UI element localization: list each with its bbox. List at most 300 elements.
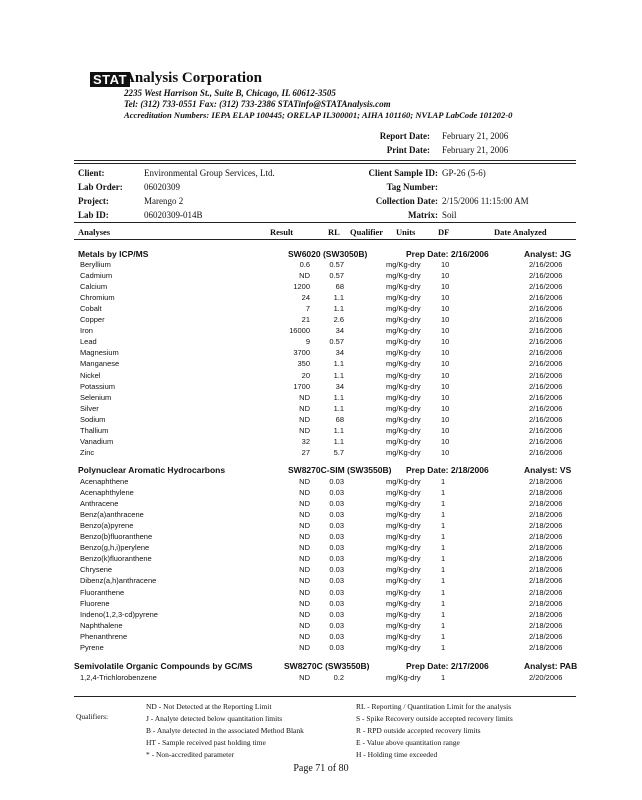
col-df: DF [438,227,450,237]
project-label: Project: [78,196,109,206]
project-value: Marengo 2 [144,196,184,206]
analyte-name: Copper [80,315,105,325]
result-value: ND [299,620,310,630]
divider [74,696,576,697]
dilution-factor: 10 [441,381,450,391]
reporting-limit: 34 [335,326,344,336]
reporting-limit: 0.57 [329,271,344,281]
qualifiers-label: Qualifiers: [76,712,109,721]
reporting-limit: 34 [335,381,344,391]
reporting-limit: 0.03 [329,631,344,641]
result-value: ND [299,488,310,498]
analyte-name: Indeno(1,2,3-cd)pyrene [80,609,158,619]
units: mg/Kg-dry [386,488,421,498]
lab-id-value: 06020309-014B [144,210,203,220]
page-number: Page 71 of 80 [293,763,349,774]
reporting-limit: 0.03 [329,609,344,619]
date-analyzed: 2/16/2006 [529,447,563,457]
date-analyzed: 2/16/2006 [529,260,563,269]
result-value: 16000 [289,326,310,336]
table-row [74,271,576,282]
result-value: ND [299,521,310,531]
analyte-name: Lead [80,337,97,347]
units: mg/Kg-dry [386,521,421,531]
dilution-factor: 10 [441,425,450,435]
table-row [74,643,576,654]
analyte-name: Fluorene [80,598,110,608]
date-analyzed: 2/16/2006 [529,337,563,347]
result-value: ND [299,609,310,619]
reporting-limit: 0.03 [329,565,344,575]
dilution-factor: 10 [441,392,450,402]
company-contact: Tel: (312) 733-0551 Fax: (312) 733-2386 STATinfo@STATAnalysis.com [124,99,391,109]
units: mg/Kg-dry [386,631,421,641]
units: mg/Kg-dry [386,620,421,630]
qualifier-note: R - RPD outside accepted recovery limits [356,726,481,735]
section-method: SW8270C-SIM (SW3550B) [288,465,392,475]
client-value: Environmental Group Services, Ltd. [144,168,275,178]
lab-order-value: 06020309 [144,182,180,192]
result-value: ND [299,554,310,564]
result-value: 32 [301,436,310,446]
dilution-factor: 1 [441,576,446,586]
dilution-factor: 10 [441,293,450,303]
date-analyzed: 2/18/2006 [529,642,563,652]
section-header [74,249,576,259]
qualifier-note: B - Analyte detected in the associated Method Blank [146,726,304,735]
result-value: ND [299,499,310,509]
date-analyzed: 2/18/2006 [529,521,563,531]
reporting-limit: 0.03 [329,477,344,486]
units: mg/Kg-dry [386,403,421,413]
date-analyzed: 2/18/2006 [529,620,563,630]
date-analyzed: 2/18/2006 [529,565,563,575]
dilution-factor: 10 [441,447,450,457]
table-row [74,293,576,304]
date-analyzed: 2/18/2006 [529,554,563,564]
column-headers [74,227,576,239]
reporting-limit: 1.1 [333,403,344,413]
result-value: ND [299,587,310,597]
units: mg/Kg-dry [386,543,421,553]
col-date-analyzed: Date Analyzed [494,227,547,237]
result-value: ND [299,598,310,608]
reporting-limit: 68 [335,282,344,292]
section-method: SW6020 (SW3050B) [288,249,368,259]
table-row [74,576,576,587]
reporting-limit: 0.03 [329,510,344,520]
analyte-name: Benzo(a)pyrene [80,521,134,531]
analyte-name: Fluoranthene [80,587,125,597]
units: mg/Kg-dry [386,304,421,314]
dilution-factor: 10 [441,436,450,446]
analyte-name: Chromium [80,293,115,303]
print-date-value: February 21, 2006 [442,145,509,155]
date-analyzed: 2/18/2006 [529,631,563,641]
analyte-name: Calcium [80,282,108,292]
reporting-limit: 34 [335,348,344,358]
table-row [74,326,576,337]
qualifier-note: ND - Not Detected at the Reporting Limit [146,702,272,711]
result-value: ND [299,510,310,520]
reporting-limit: 5.7 [333,447,344,457]
units: mg/Kg-dry [386,436,421,446]
table-row [74,337,576,348]
date-analyzed: 2/18/2006 [529,510,563,520]
lab-id-label: Lab ID: [78,210,109,220]
date-analyzed: 2/18/2006 [529,532,563,542]
meta-row-lab-order [74,182,576,194]
dilution-factor: 10 [441,271,450,281]
result-value: ND [299,642,310,652]
date-analyzed: 2/16/2006 [529,425,563,435]
table-row [74,282,576,293]
units: mg/Kg-dry [386,673,421,682]
reporting-limit: 1.1 [333,304,344,314]
analyte-name: Phenanthrene [80,631,128,641]
units: mg/Kg-dry [386,348,421,358]
analyte-name: Benz(a)anthracene [80,510,144,520]
lab-order-label: Lab Order: [78,182,123,192]
table-row [74,393,576,404]
col-rl: RL [328,227,340,237]
analyte-name: Iron [80,326,93,336]
dilution-factor: 1 [441,499,446,509]
table-row [74,315,576,326]
units: mg/Kg-dry [386,598,421,608]
table-row [74,382,576,393]
analyte-name: Pyrene [80,642,104,652]
table-row [74,371,576,382]
reporting-limit: 1.1 [333,425,344,435]
reporting-limit: 0.03 [329,642,344,652]
date-analyzed: 2/16/2006 [529,414,563,424]
analyte-name: Thallium [80,425,109,435]
report-date-label: Report Date: [379,131,430,141]
col-result: Result [270,227,294,237]
result-value: 1200 [293,282,310,292]
reporting-limit: 1.1 [333,436,344,446]
dilution-factor: 10 [441,414,450,424]
meta-row-client [74,168,576,180]
result-value: ND [299,271,310,281]
dilution-factor: 1 [441,673,446,682]
analyte-name: Selenium [80,392,112,402]
result-value: 1700 [293,381,310,391]
analyte-name: Vanadium [80,436,114,446]
analyte-name: Potassium [80,381,116,391]
table-row [74,448,576,459]
date-analyzed: 2/16/2006 [529,293,563,303]
table-row [74,426,576,437]
analyte-name: 1,2,4-Trichlorobenzene [80,673,157,682]
accreditation-numbers: Accreditation Numbers: IEPA ELAP 100445; ORELAP IL300001; AIHA 101160; NVLAP LabCode 101202-0 [124,110,513,120]
dilution-factor: 1 [441,565,446,575]
result-value: ND [299,403,310,413]
reporting-limit: 0.03 [329,598,344,608]
qualifier-note: * - Non-accredited parameter [146,750,235,759]
units: mg/Kg-dry [386,554,421,564]
date-analyzed: 2/18/2006 [529,609,563,619]
analyte-name: Benzo(b)fluoranthene [80,532,153,542]
table-row [74,599,576,610]
collection-date-label: Collection Date: [375,196,438,206]
reporting-limit: 0.03 [329,543,344,553]
dilution-factor: 10 [441,326,450,336]
reporting-limit: 0.03 [329,554,344,564]
result-value: 20 [301,370,310,380]
analyte-name: Naphthalene [80,620,123,630]
section-header [74,661,576,671]
table-row [74,415,576,426]
client-label: Client: [78,168,105,178]
reporting-limit: 0.03 [329,532,344,542]
date-analyzed: 2/16/2006 [529,436,563,446]
divider [74,160,576,161]
matrix-label: Matrix: [408,210,438,220]
col-qualifier: Qualifier [350,227,384,237]
reporting-limit: 1.1 [333,359,344,369]
table-row [74,260,576,271]
units: mg/Kg-dry [386,271,421,281]
table-row [74,477,576,488]
company-name: Analysis Corporation [124,70,262,86]
table-row [74,359,576,370]
date-analyzed: 2/16/2006 [529,392,563,402]
result-value: ND [299,425,310,435]
reporting-limit: 0.03 [329,488,344,498]
qualifiers-right [356,701,513,761]
date-analyzed: 2/18/2006 [529,477,563,486]
units: mg/Kg-dry [386,576,421,586]
result-value: ND [299,543,310,553]
date-analyzed: 2/16/2006 [529,348,563,358]
units: mg/Kg-dry [386,260,421,269]
result-value: ND [299,673,310,682]
dilution-factor: 10 [441,348,450,358]
date-analyzed: 2/18/2006 [529,587,563,597]
print-date-label: Print Date: [386,145,430,155]
company-address: 2235 West Harrison St., Suite B, Chicago, IL 60612-3505 [124,88,336,98]
section-analyst: Analyst: PAB [524,661,578,671]
analyte-name: Zinc [80,447,95,457]
date-analyzed: 2/18/2006 [529,488,563,498]
dilution-factor: 10 [441,370,450,380]
date-analyzed: 2/16/2006 [529,282,563,292]
dilution-factor: 10 [441,260,450,269]
table-row [74,588,576,599]
qualifier-note: H - Holding time exceeded [356,750,438,759]
analyte-name: Acenaphthene [80,477,129,486]
dilution-factor: 10 [441,304,450,314]
table-row [74,532,576,543]
reporting-limit: 0.03 [329,576,344,586]
units: mg/Kg-dry [386,425,421,435]
dilution-factor: 1 [441,521,446,531]
dilution-factor: 1 [441,532,446,542]
analyte-name: Magnesium [80,348,119,358]
dilution-factor: 1 [441,510,446,520]
table-row [74,673,576,684]
result-value: ND [299,477,310,486]
analyte-name: Chrysene [80,565,113,575]
units: mg/Kg-dry [386,587,421,597]
section-title: Metals by ICP/MS [78,249,149,259]
analyte-name: Dibenz(a,h)anthracene [80,576,157,586]
reporting-limit: 0.03 [329,521,344,531]
section-title: Semivolatile Organic Compounds by GC/MS [74,661,253,671]
table-row [74,621,576,632]
analyte-name: Benzo(k)fluoranthene [80,554,152,564]
dilution-factor: 10 [441,282,450,292]
date-analyzed: 2/18/2006 [529,576,563,586]
units: mg/Kg-dry [386,499,421,509]
units: mg/Kg-dry [386,392,421,402]
section-title: Polynuclear Aromatic Hydrocarbons [78,465,226,475]
dilution-factor: 1 [441,554,446,564]
client-sample-id-label: Client Sample ID: [368,168,438,178]
dilution-factor: 1 [441,620,446,630]
section-prep-date: Prep Date: 2/17/2006 [406,661,489,671]
result-value: 7 [305,304,310,314]
units: mg/Kg-dry [386,282,421,292]
meta-row-project [74,196,576,208]
divider [74,222,576,223]
table-row [74,437,576,448]
units: mg/Kg-dry [386,337,421,347]
units: mg/Kg-dry [386,370,421,380]
date-analyzed: 2/16/2006 [529,271,563,281]
result-value: 0.6 [299,260,310,269]
section-analyst: Analyst: VS [524,465,572,475]
dilution-factor: 1 [441,543,446,553]
section-analyst: Analyst: JG [524,249,572,259]
units: mg/Kg-dry [386,381,421,391]
date-analyzed: 2/16/2006 [529,359,563,369]
report-date-value: February 21, 2006 [442,131,509,141]
date-analyzed: 2/16/2006 [529,381,563,391]
result-value: ND [299,532,310,542]
result-value: 350 [297,359,310,369]
reporting-limit: 68 [335,414,344,424]
analyte-name: Cadmium [80,271,113,281]
analyte-name: Manganese [80,359,120,369]
table-row [74,565,576,576]
reporting-limit: 0.03 [329,620,344,630]
date-analyzed: 2/16/2006 [529,370,563,380]
analyte-name: Sodium [80,414,106,424]
qualifier-note: HT - Sample received past holding time [146,738,266,747]
date-analyzed: 2/16/2006 [529,326,563,336]
units: mg/Kg-dry [386,609,421,619]
analyte-name: Silver [80,403,99,413]
reporting-limit: 0.03 [329,587,344,597]
dilution-factor: 10 [441,337,450,347]
result-value: 21 [301,315,310,325]
analyte-name: Beryllium [80,260,111,269]
table-row [74,404,576,415]
analyte-name: Cobalt [80,304,102,314]
meta-row-lab-id [74,210,576,222]
units: mg/Kg-dry [386,293,421,303]
table-row [74,304,576,315]
collection-date-value: 2/15/2006 11:15:00 AM [442,196,529,206]
analyte-name: Acenaphthylene [80,488,134,498]
date-analyzed: 2/18/2006 [529,499,563,509]
units: mg/Kg-dry [386,532,421,542]
result-value: ND [299,565,310,575]
analyte-name: Benzo(g,h,i)perylene [80,543,150,553]
result-value: ND [299,576,310,586]
logo-mark: STAT [90,72,130,87]
divider [74,163,576,164]
date-analyzed: 2/16/2006 [529,403,563,413]
tag-number-label: Tag Number: [386,182,438,192]
reporting-limit: 1.1 [333,370,344,380]
section-prep-date: Prep Date: 2/18/2006 [406,465,489,475]
table-row [74,610,576,621]
units: mg/Kg-dry [386,359,421,369]
reporting-limit: 1.1 [333,392,344,402]
table-row [74,554,576,565]
col-analyses: Analyses [78,227,111,237]
qualifier-note: E - Value above quantitation range [356,738,460,747]
dilution-factor: 1 [441,642,446,652]
dilution-factor: 1 [441,631,446,641]
result-value: 27 [301,447,310,457]
table-row [74,632,576,643]
date-analyzed: 2/20/2006 [529,673,563,682]
reporting-limit: 0.03 [329,499,344,509]
qualifier-note: J - Analyte detected below quantitation limits [146,714,283,723]
matrix-value: Soil [442,210,457,220]
reporting-limit: 0.2 [333,673,344,682]
units: mg/Kg-dry [386,447,421,457]
date-analyzed: 2/18/2006 [529,598,563,608]
units: mg/Kg-dry [386,565,421,575]
section-prep-date: Prep Date: 2/16/2006 [406,249,489,259]
analyte-name: Nickel [80,370,101,380]
result-value: ND [299,631,310,641]
result-value: 24 [301,293,310,303]
divider [74,239,576,240]
qualifier-note: RL - Reporting / Quantitation Limit for the analysis [356,702,512,711]
analyte-name: Anthracene [80,499,119,509]
section-method: SW8270C (SW3550B) [284,661,370,671]
result-value: ND [299,392,310,402]
table-row [74,543,576,554]
dilution-factor: 1 [441,609,446,619]
dilution-factor: 1 [441,598,446,608]
table-row [74,488,576,499]
result-value: 3700 [293,348,310,358]
units: mg/Kg-dry [386,315,421,325]
dilution-factor: 10 [441,403,450,413]
date-analyzed: 2/18/2006 [529,543,563,553]
reporting-limit: 0.57 [329,337,344,347]
units: mg/Kg-dry [386,326,421,336]
table-row [74,348,576,359]
reporting-limit: 2.6 [333,315,344,325]
dilution-factor: 1 [441,488,446,498]
section-header [74,465,576,475]
reporting-limit: 0.57 [329,260,344,269]
result-value: 9 [305,337,310,347]
table-row [74,499,576,510]
units: mg/Kg-dry [386,510,421,520]
qualifiers-left [146,701,304,761]
table-row [74,521,576,532]
